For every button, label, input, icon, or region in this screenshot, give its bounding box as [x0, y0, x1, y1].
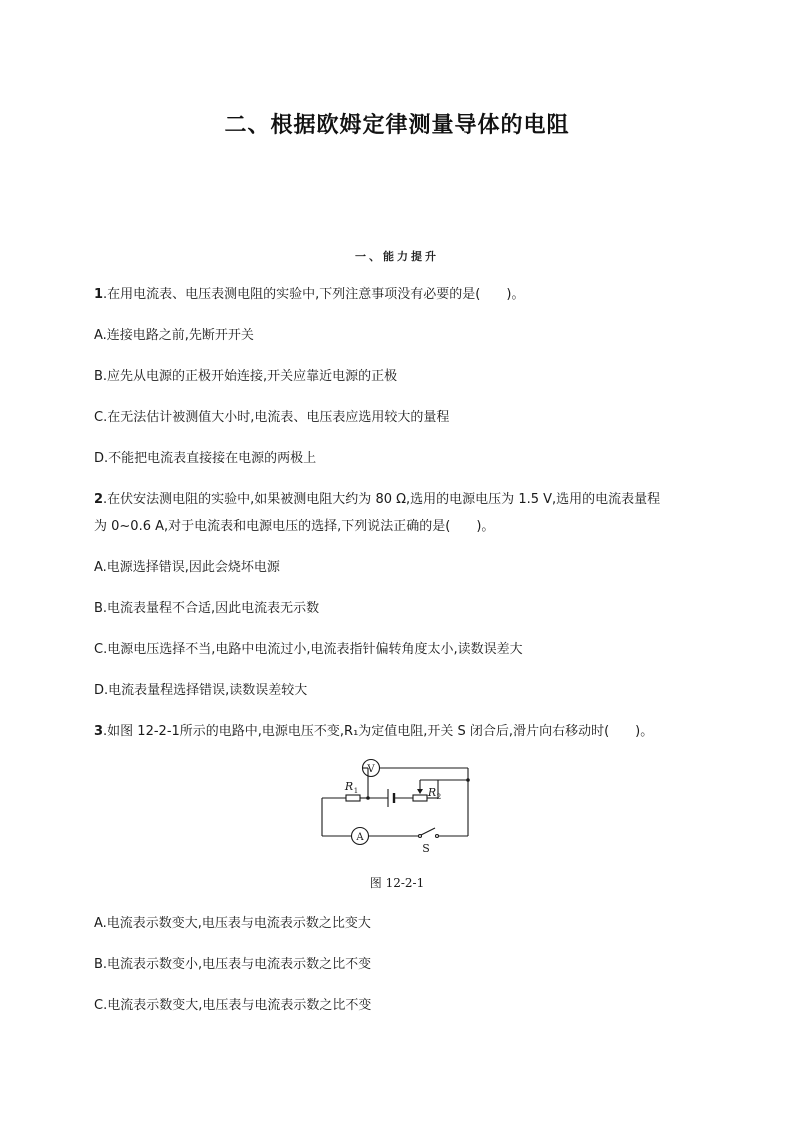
voltmeter-label: V [367, 764, 375, 775]
question-1-option-c: C.在无法估计被测值大小时,电流表、电压表应选用较大的量程 [94, 410, 450, 425]
switch-label: S [422, 842, 430, 855]
question-number: 3 [94, 724, 104, 739]
question-2-option-b: B.电流表量程不合适,因此电流表无示数 [94, 601, 320, 616]
figure-caption: 图 12-2-1 [369, 876, 425, 890]
question-text: .如图 12-2-1所示的电路中,电源电压不变,R₁为定值电阻,开关 S 闭合后,滑片向右移动时( )。 [103, 724, 654, 739]
slider-arrow [417, 789, 423, 794]
page-title: 二、根据欧姆定律测量导体的电阻 [224, 113, 570, 138]
resistor-r1 [346, 795, 360, 801]
question-2-option-c: C.电源电压选择不当,电路中电流过小,电流表指针偏转角度太小,读数误差大 [94, 642, 523, 657]
question-2-stem-line2: 为 0~0.6 A,对于电流表和电源电压的选择,下列说法正确的是( )。 [94, 519, 495, 534]
resistor-r2 [413, 795, 427, 801]
switch-blade [421, 828, 435, 835]
question-2-option-a: A.电源选择错误,因此会烧坏电源 [94, 560, 280, 575]
r1-label: R [344, 780, 354, 793]
r2-subscript: 2 [436, 793, 442, 801]
question-number: 1 [94, 287, 104, 302]
switch-contact [436, 835, 439, 838]
question-text: .在伏安法测电阻的实验中,如果被测电阻大约为 80 Ω,选用的电源电压为 1.5 V,选用的电流表量程 [103, 492, 661, 507]
question-1-option-b: B.应先从电源的正极开始连接,开关应靠近电源的正极 [94, 369, 398, 384]
circuit-diagram [318, 756, 478, 860]
question-1-stem [94, 286, 714, 304]
question-2-option-d: D.电流表量程选择错误,读数误差较大 [94, 683, 308, 698]
question-2-stem-line1 [94, 491, 714, 509]
question-number: 2 [94, 492, 104, 507]
question-3-option-a: A.电流表示数变大,电压表与电流表示数之比变大 [94, 916, 371, 931]
question-3-option-b: B.电流表示数变小,电压表与电流表示数之比不变 [94, 957, 372, 972]
r2-label: R [427, 786, 437, 799]
question-3-stem [94, 723, 714, 741]
ammeter-label: A [356, 832, 364, 843]
r1-subscript: 1 [353, 787, 359, 795]
question-1-option-a: A.连接电路之前,先断开开关 [94, 328, 254, 343]
section-heading: 一、能力提升 [355, 250, 439, 263]
question-text: .在用电流表、电压表测电阻的实验中,下列注意事项没有必要的是( )。 [103, 287, 525, 302]
question-3-option-c: C.电流表示数变大,电压表与电流表示数之比不变 [94, 998, 372, 1013]
question-1-option-d: D.不能把电流表直接接在电源的两极上 [94, 451, 317, 466]
